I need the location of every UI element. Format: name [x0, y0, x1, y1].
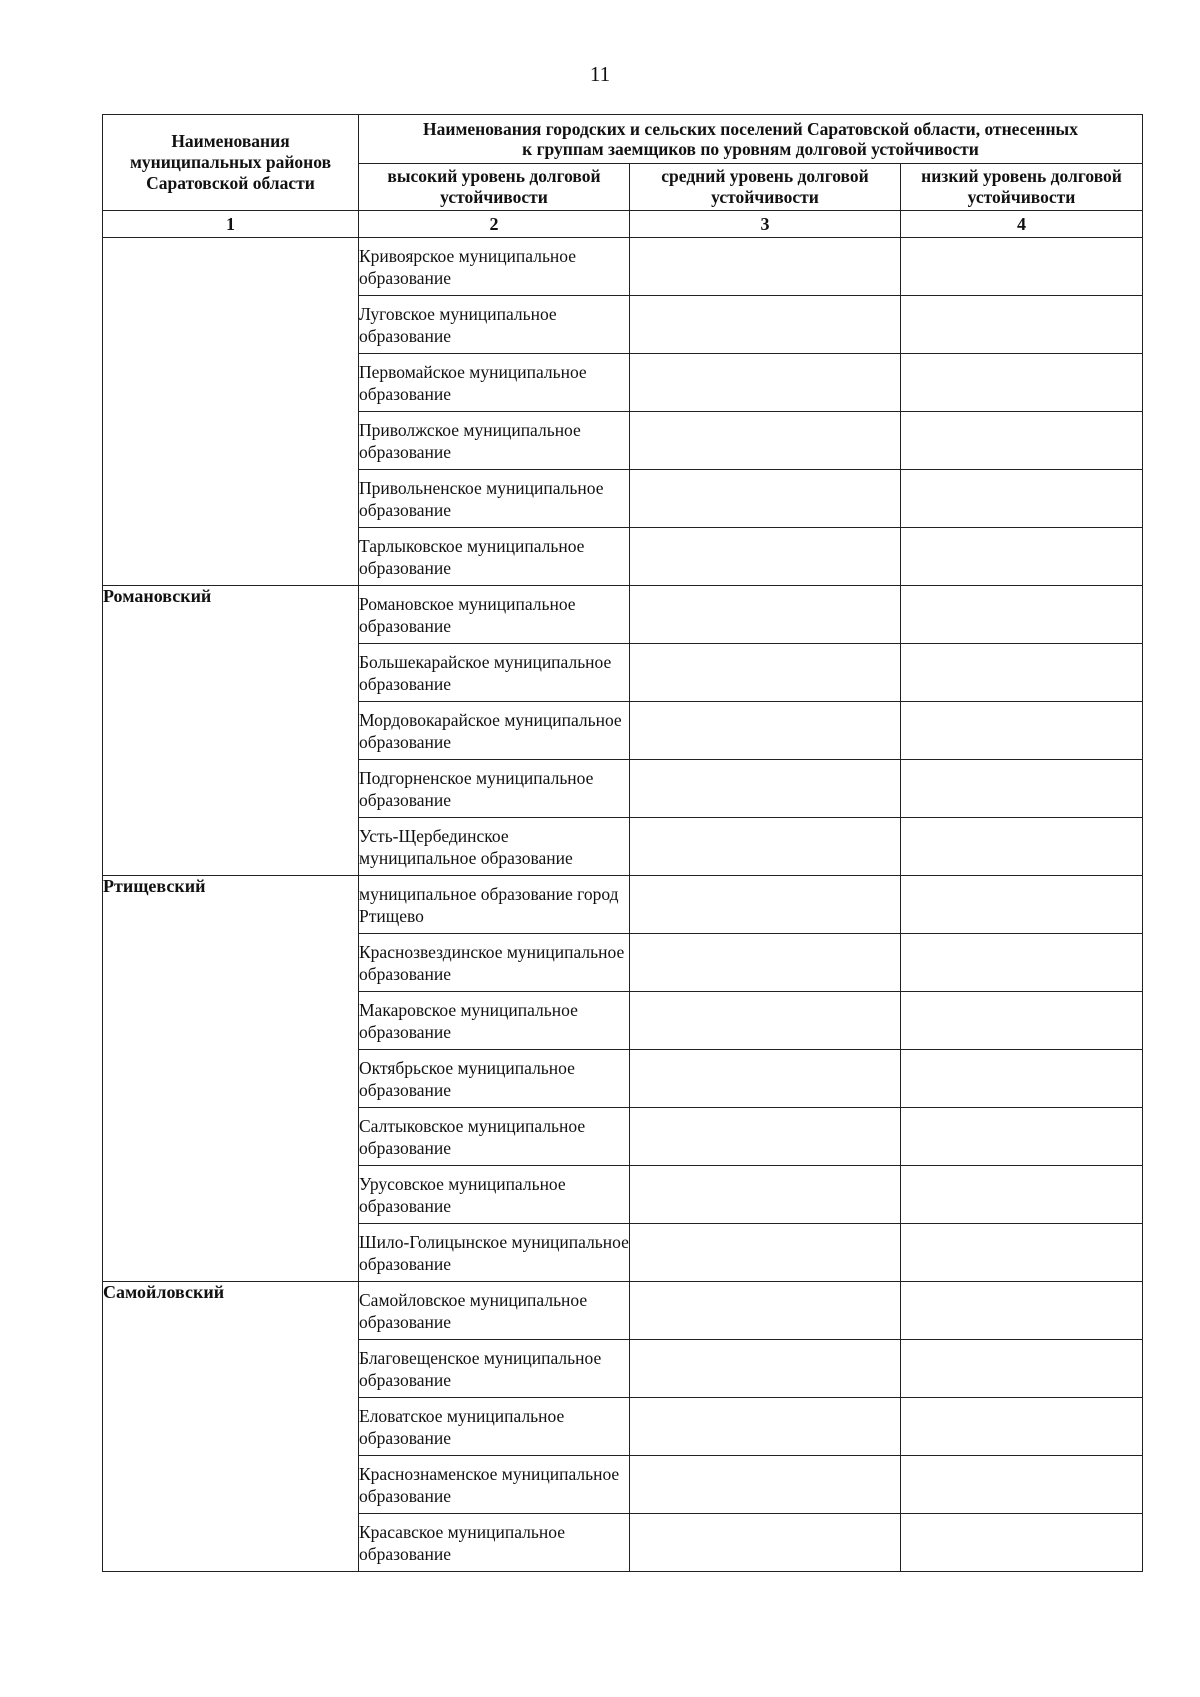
column-number: 4: [901, 211, 1143, 238]
settlement-name: Краснозвездинское муниципальное образование: [359, 934, 630, 992]
low-level-cell: [901, 238, 1143, 296]
district-name: Романовский: [103, 586, 359, 876]
header-high-level: высокий уровень долговой устойчивости: [359, 164, 630, 211]
medium-level-cell: [630, 1224, 901, 1282]
medium-level-cell: [630, 876, 901, 934]
district-name: Ртищевский: [103, 876, 359, 1282]
low-level-cell: [901, 1224, 1143, 1282]
district-name: Самойловский: [103, 1282, 359, 1572]
medium-level-cell: [630, 354, 901, 412]
low-level-cell: [901, 992, 1143, 1050]
settlement-name: Кривоярское муниципальное образование: [359, 238, 630, 296]
medium-level-cell: [630, 1398, 901, 1456]
low-level-cell: [901, 1340, 1143, 1398]
page-number: 11: [589, 62, 611, 86]
medium-level-cell: [630, 586, 901, 644]
medium-level-cell: [630, 528, 901, 586]
medium-level-cell: [630, 296, 901, 354]
settlement-name: Романовское муниципальное образование: [359, 586, 630, 644]
low-level-cell: [901, 1398, 1143, 1456]
medium-level-cell: [630, 644, 901, 702]
table-body: [103, 238, 1143, 1572]
header-settlements-group: Наименования городских и сельских поселений Саратовской области, отнесенных к группам заемщиков по уровням долговой устойчивости: [359, 115, 1143, 164]
low-level-cell: [901, 1166, 1143, 1224]
medium-level-cell: [630, 470, 901, 528]
low-level-cell: [901, 1514, 1143, 1572]
district-name: [103, 238, 359, 586]
medium-level-cell: [630, 238, 901, 296]
medium-level-cell: [630, 992, 901, 1050]
low-level-cell: [901, 818, 1143, 876]
settlement-name: Урусовское муниципальное образование: [359, 1166, 630, 1224]
low-level-cell: [901, 354, 1143, 412]
low-level-cell: [901, 586, 1143, 644]
medium-level-cell: [630, 1456, 901, 1514]
settlement-name: Макаровское муниципальное образование: [359, 992, 630, 1050]
medium-level-cell: [630, 1166, 901, 1224]
low-level-cell: [901, 1282, 1143, 1340]
medium-level-cell: [630, 1514, 901, 1572]
settlement-name: Усть-Щербединское муниципальное образование: [359, 818, 630, 876]
table-row: [103, 1282, 1143, 1340]
low-level-cell: [901, 1050, 1143, 1108]
medium-level-cell: [630, 1340, 901, 1398]
medium-level-cell: [630, 412, 901, 470]
settlement-name: Приволжское муниципальное образование: [359, 412, 630, 470]
settlement-name: Подгорненское муниципальное образование: [359, 760, 630, 818]
settlement-name: Краснознаменское муниципальное образование: [359, 1456, 630, 1514]
low-level-cell: [901, 876, 1143, 934]
table-row: [103, 876, 1143, 934]
low-level-cell: [901, 1456, 1143, 1514]
low-level-cell: [901, 470, 1143, 528]
debt-sustainability-table: [102, 114, 1143, 1572]
settlement-name: Красавское муниципальное образование: [359, 1514, 630, 1572]
medium-level-cell: [630, 934, 901, 992]
low-level-cell: [901, 760, 1143, 818]
medium-level-cell: [630, 818, 901, 876]
low-level-cell: [901, 702, 1143, 760]
medium-level-cell: [630, 1108, 901, 1166]
medium-level-cell: [630, 760, 901, 818]
settlement-name: Привольненское муниципальное образование: [359, 470, 630, 528]
medium-level-cell: [630, 1050, 901, 1108]
settlement-name: муниципальное образование город Ртищево: [359, 876, 630, 934]
settlement-name: Еловатское муниципальное образование: [359, 1398, 630, 1456]
settlement-name: Большекарайское муниципальное образование: [359, 644, 630, 702]
settlement-name: Первомайское муниципальное образование: [359, 354, 630, 412]
settlement-name: Благовещенское муниципальное образование: [359, 1340, 630, 1398]
settlement-name: Тарлыковское муниципальное образование: [359, 528, 630, 586]
medium-level-cell: [630, 1282, 901, 1340]
column-number: 3: [630, 211, 901, 238]
settlement-name: Луговское муниципальное образование: [359, 296, 630, 354]
settlement-name: Салтыковское муниципальное образование: [359, 1108, 630, 1166]
table-row: [103, 586, 1143, 644]
low-level-cell: [901, 644, 1143, 702]
settlement-name: Октябрьское муниципальное образование: [359, 1050, 630, 1108]
medium-level-cell: [630, 702, 901, 760]
low-level-cell: [901, 1108, 1143, 1166]
header-low-level: низкий уровень долговой устойчивости: [901, 164, 1143, 211]
header-districts: Наименования муниципальных районов Саратовской области: [103, 115, 359, 211]
settlement-name: Мордовокарайское муниципальное образование: [359, 702, 630, 760]
low-level-cell: [901, 412, 1143, 470]
low-level-cell: [901, 528, 1143, 586]
table-row: [103, 238, 1143, 296]
low-level-cell: [901, 934, 1143, 992]
header-medium-level: средний уровень долговой устойчивости: [630, 164, 901, 211]
settlement-name: Шило-Голицынское муниципальное образование: [359, 1224, 630, 1282]
settlement-name: Самойловское муниципальное образование: [359, 1282, 630, 1340]
column-number: 1: [103, 211, 359, 238]
low-level-cell: [901, 296, 1143, 354]
column-number: 2: [359, 211, 630, 238]
